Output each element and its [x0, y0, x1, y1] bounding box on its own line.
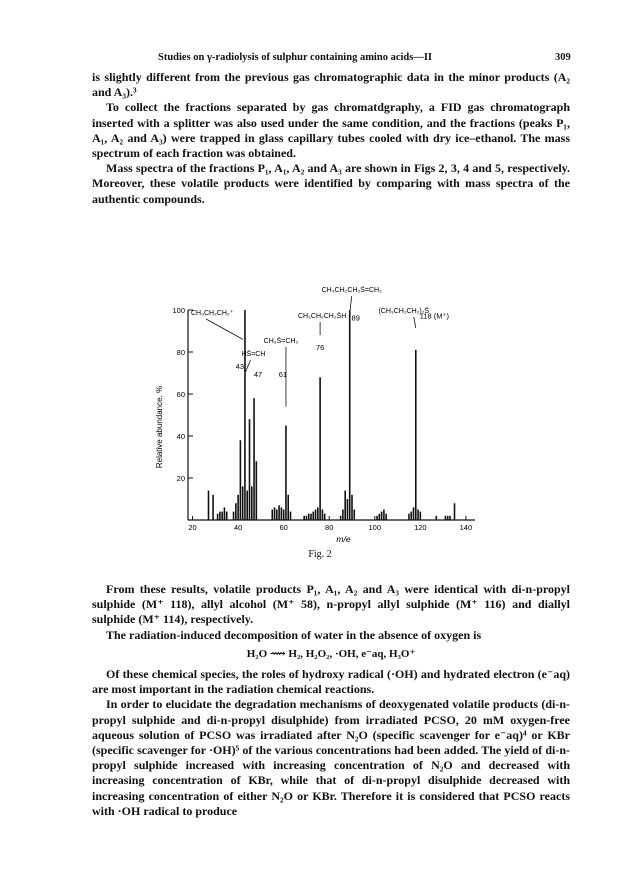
running-title: Studies on γ-radiolysis of sulphur containing amino acids—II — [158, 52, 432, 63]
peak-label: 89 — [351, 313, 360, 323]
paragraph-2: To collect the fractions separated by gas chromatdgraphy, a FID gas chromatograph inserted with a splitter was also used under the same condition, and the fractions (peaks P₁, A₁, A₂ and A₃) were trapped in glass capillary tubes cooled with dry ice–ethanol. The mass spectrum of each fraction was obtained. — [92, 100, 570, 161]
peak-label: 61 — [278, 370, 288, 380]
body-text-bottom — [92, 582, 570, 819]
y-tick-label: 20 — [176, 474, 185, 483]
structure-annotation: CH₃CH₂CH₂S̈=CH₂ — [321, 287, 382, 294]
leader-line — [350, 296, 352, 314]
structure-annotation: CH₃S̈=CH₂ — [263, 338, 299, 345]
running-header — [0, 52, 624, 70]
paragraph-6: Of these chemical species, the roles of hydroxy radical (·OH) and hydrated electron (e⁻aq) are most important in the radiation chemical reactions. — [92, 667, 570, 697]
y-axis-label: Relative abundance, % — [155, 385, 164, 469]
x-tick-label: 140 — [459, 523, 473, 532]
paragraph-5: The radiation-induced decomposition of water in the absence of oxygen is — [106, 627, 482, 642]
figure-2 — [150, 240, 490, 572]
peak-label: 118 (M⁺) — [419, 311, 450, 321]
structure-annotation: CH₃CH₂CH₂⁺ — [191, 310, 234, 317]
y-tick-label: 60 — [176, 390, 185, 399]
y-tick-label: 80 — [176, 348, 185, 357]
structure-annotation: (CH₃CH₂CH₂)₂S̈ — [378, 308, 430, 315]
y-tick-label: 100 — [172, 306, 185, 315]
leader-line — [206, 319, 243, 339]
structure-annotation: HS̈=CH — [241, 351, 266, 358]
page-number: 309 — [555, 52, 571, 63]
leader-line — [246, 360, 251, 372]
peak-label: 76 — [315, 342, 325, 352]
body-text-top — [92, 70, 570, 207]
y-tick-label: 40 — [176, 432, 185, 441]
paragraph-4: From these results, volatile products P₁, A₁, A₂ and A₃ were identical with di-n-propyl sulphide (M⁺ 118), allyl alcohol (M⁺ 58), n-propyl allyl sulphide (M⁺ 116) and diallyl sulphide (M⁺ 114), respectively. — [92, 582, 570, 627]
peak-label: 47 — [253, 370, 263, 380]
radiolysis-equation: H₂O ⟿ H₂, H₂O₂, ·OH, e⁻aq, H₃O⁺ — [246, 647, 416, 660]
peak-label: 43 — [235, 361, 245, 371]
figure-caption: Fig. 2 — [308, 549, 332, 560]
paragraph-7: In order to elucidate the degradation mechanisms of deoxygenated volatile products (di-n-propyl sulphide and di-n-propyl disulphide) from irradiated PCSO, 20 mM oxygen-free aqueous solution of PCSO was irradiated after N₂O (specific scavenger for e⁻aq)⁴ or KBr (specific scavenger for ·OH)⁵ of the various concentrations had been added. The yield of di-n-propyl sulphide increased with increasing concentration of N₂O and decreased with increasing concentration of KBr, while that of di-n-propyl disulphide decreased with increasing concentration of either N₂O or KBr. Therefore it is considered that PCSO reacts with ·OH radical to produce — [92, 697, 570, 818]
paragraph-3: Mass spectra of the fractions P₁, A₁, A₂ and A₃ are shown in Figs 2, 3, 4 and 5, respectively. Moreover, these volatile products were identified by comparing with mass spectra of the authentic compounds. — [92, 161, 570, 206]
x-axis-label: m/e — [336, 534, 351, 544]
x-tick-label: 120 — [414, 523, 427, 532]
x-tick-label: 40 — [233, 523, 243, 532]
x-tick-label: 80 — [325, 523, 334, 532]
mass-spectrum-chart — [150, 240, 490, 546]
x-tick-label: 100 — [368, 523, 382, 532]
x-tick-label: 60 — [279, 523, 288, 532]
x-tick-label: 20 — [188, 523, 197, 532]
leader-line — [414, 317, 416, 328]
paragraph-1: is slightly different from the previous gas chromatographic data in the minor products (A₂ and A₃).³ — [92, 70, 570, 100]
structure-annotation: CH₃CH₂CH₂S̈H — [297, 313, 347, 320]
